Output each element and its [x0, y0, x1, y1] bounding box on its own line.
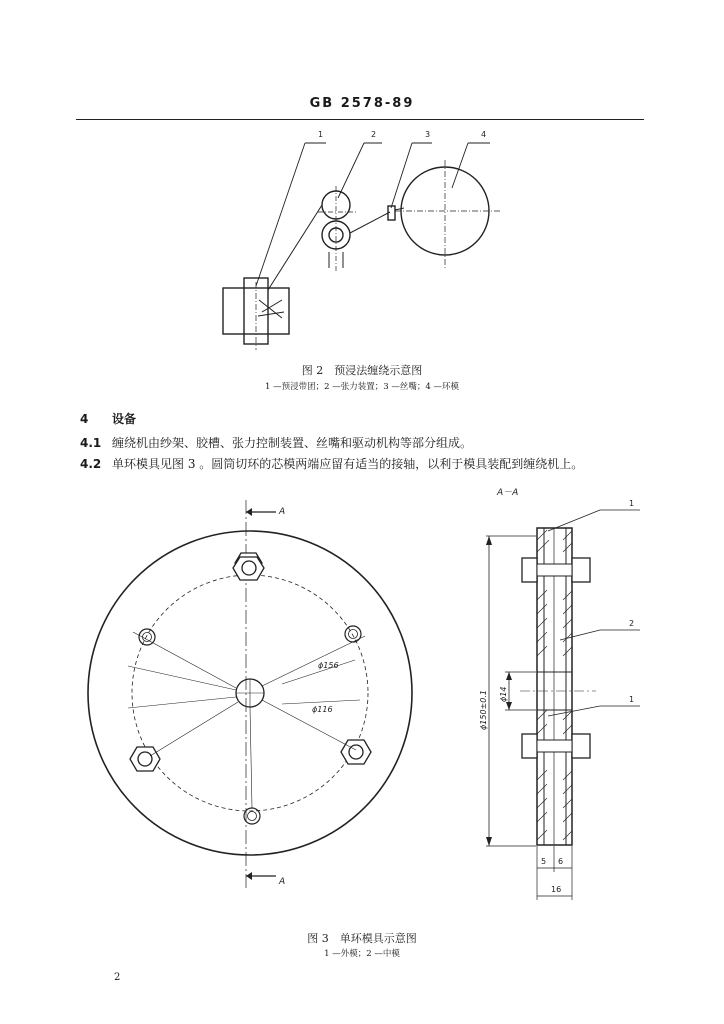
dim-total-16: 16	[551, 885, 562, 894]
clause-number: 4.1	[80, 436, 102, 450]
pin-hole-right	[345, 626, 361, 642]
section-mark-bottom: A	[279, 877, 286, 887]
fig2-callout-3: 3	[425, 130, 431, 139]
figure-2-caption: 图 2 预浸法缠绕示意图	[301, 364, 423, 377]
figure-3-drawing	[0, 480, 724, 910]
figure-3-caption: 图 3 单环模具示意图	[307, 932, 417, 945]
section-callout-2: 2	[629, 619, 635, 628]
figure-3-legend: 1 —外模；2 —中模	[324, 949, 400, 959]
section-callout-1-top: 1	[629, 499, 635, 508]
clause-number: 4.2	[80, 457, 102, 471]
section-mark-top: A	[279, 507, 286, 517]
dim-phi-14: ϕ14	[499, 686, 508, 702]
tension-roller-top	[322, 191, 350, 219]
tension-roller-bottom	[322, 221, 350, 249]
section-title: A－A	[497, 488, 519, 498]
header-standard-code: GB 2578-89	[309, 96, 415, 111]
section-4-title: 设备	[112, 412, 137, 426]
hex-nut-left	[130, 747, 160, 771]
clause-text: 单环模具见图 3 。圆筒切环的芯模两端应留有适当的接轴，以利于模具装配到缠绕机上。	[112, 457, 584, 471]
figure-2-drawing	[0, 120, 724, 360]
section-callout-1-bottom: 1	[629, 695, 635, 704]
clause-text: 缠绕机由纱架、胶槽、张力控制装置、丝嘴和驱动机构等部分组成。	[112, 436, 473, 450]
clause-4-1	[80, 434, 472, 451]
fig2-callout-4: 4	[481, 130, 487, 139]
dim-width-5: 5	[541, 857, 547, 866]
hex-nut-top	[233, 553, 264, 580]
dim-phi-156: ϕ156	[318, 661, 339, 670]
figure-2-legend: 1 —预浸带团；2 —张力装置；3 —丝嘴；4 —环模	[265, 382, 459, 392]
fig2-callout-2: 2	[371, 130, 377, 139]
section-4-number: 4	[80, 412, 89, 426]
dim-phi-150: ϕ150±0.1	[479, 690, 488, 730]
section-view-body	[520, 528, 596, 845]
dim-phi-116: ϕ116	[312, 705, 333, 714]
page-number: 2	[114, 972, 121, 983]
hex-nut-right	[341, 740, 371, 764]
dim-width-6: 6	[558, 857, 564, 866]
section-4-heading	[80, 410, 136, 427]
pin-hole-bottom	[244, 808, 260, 824]
fig2-callout-1: 1	[318, 130, 324, 139]
clause-4-2	[80, 455, 583, 472]
